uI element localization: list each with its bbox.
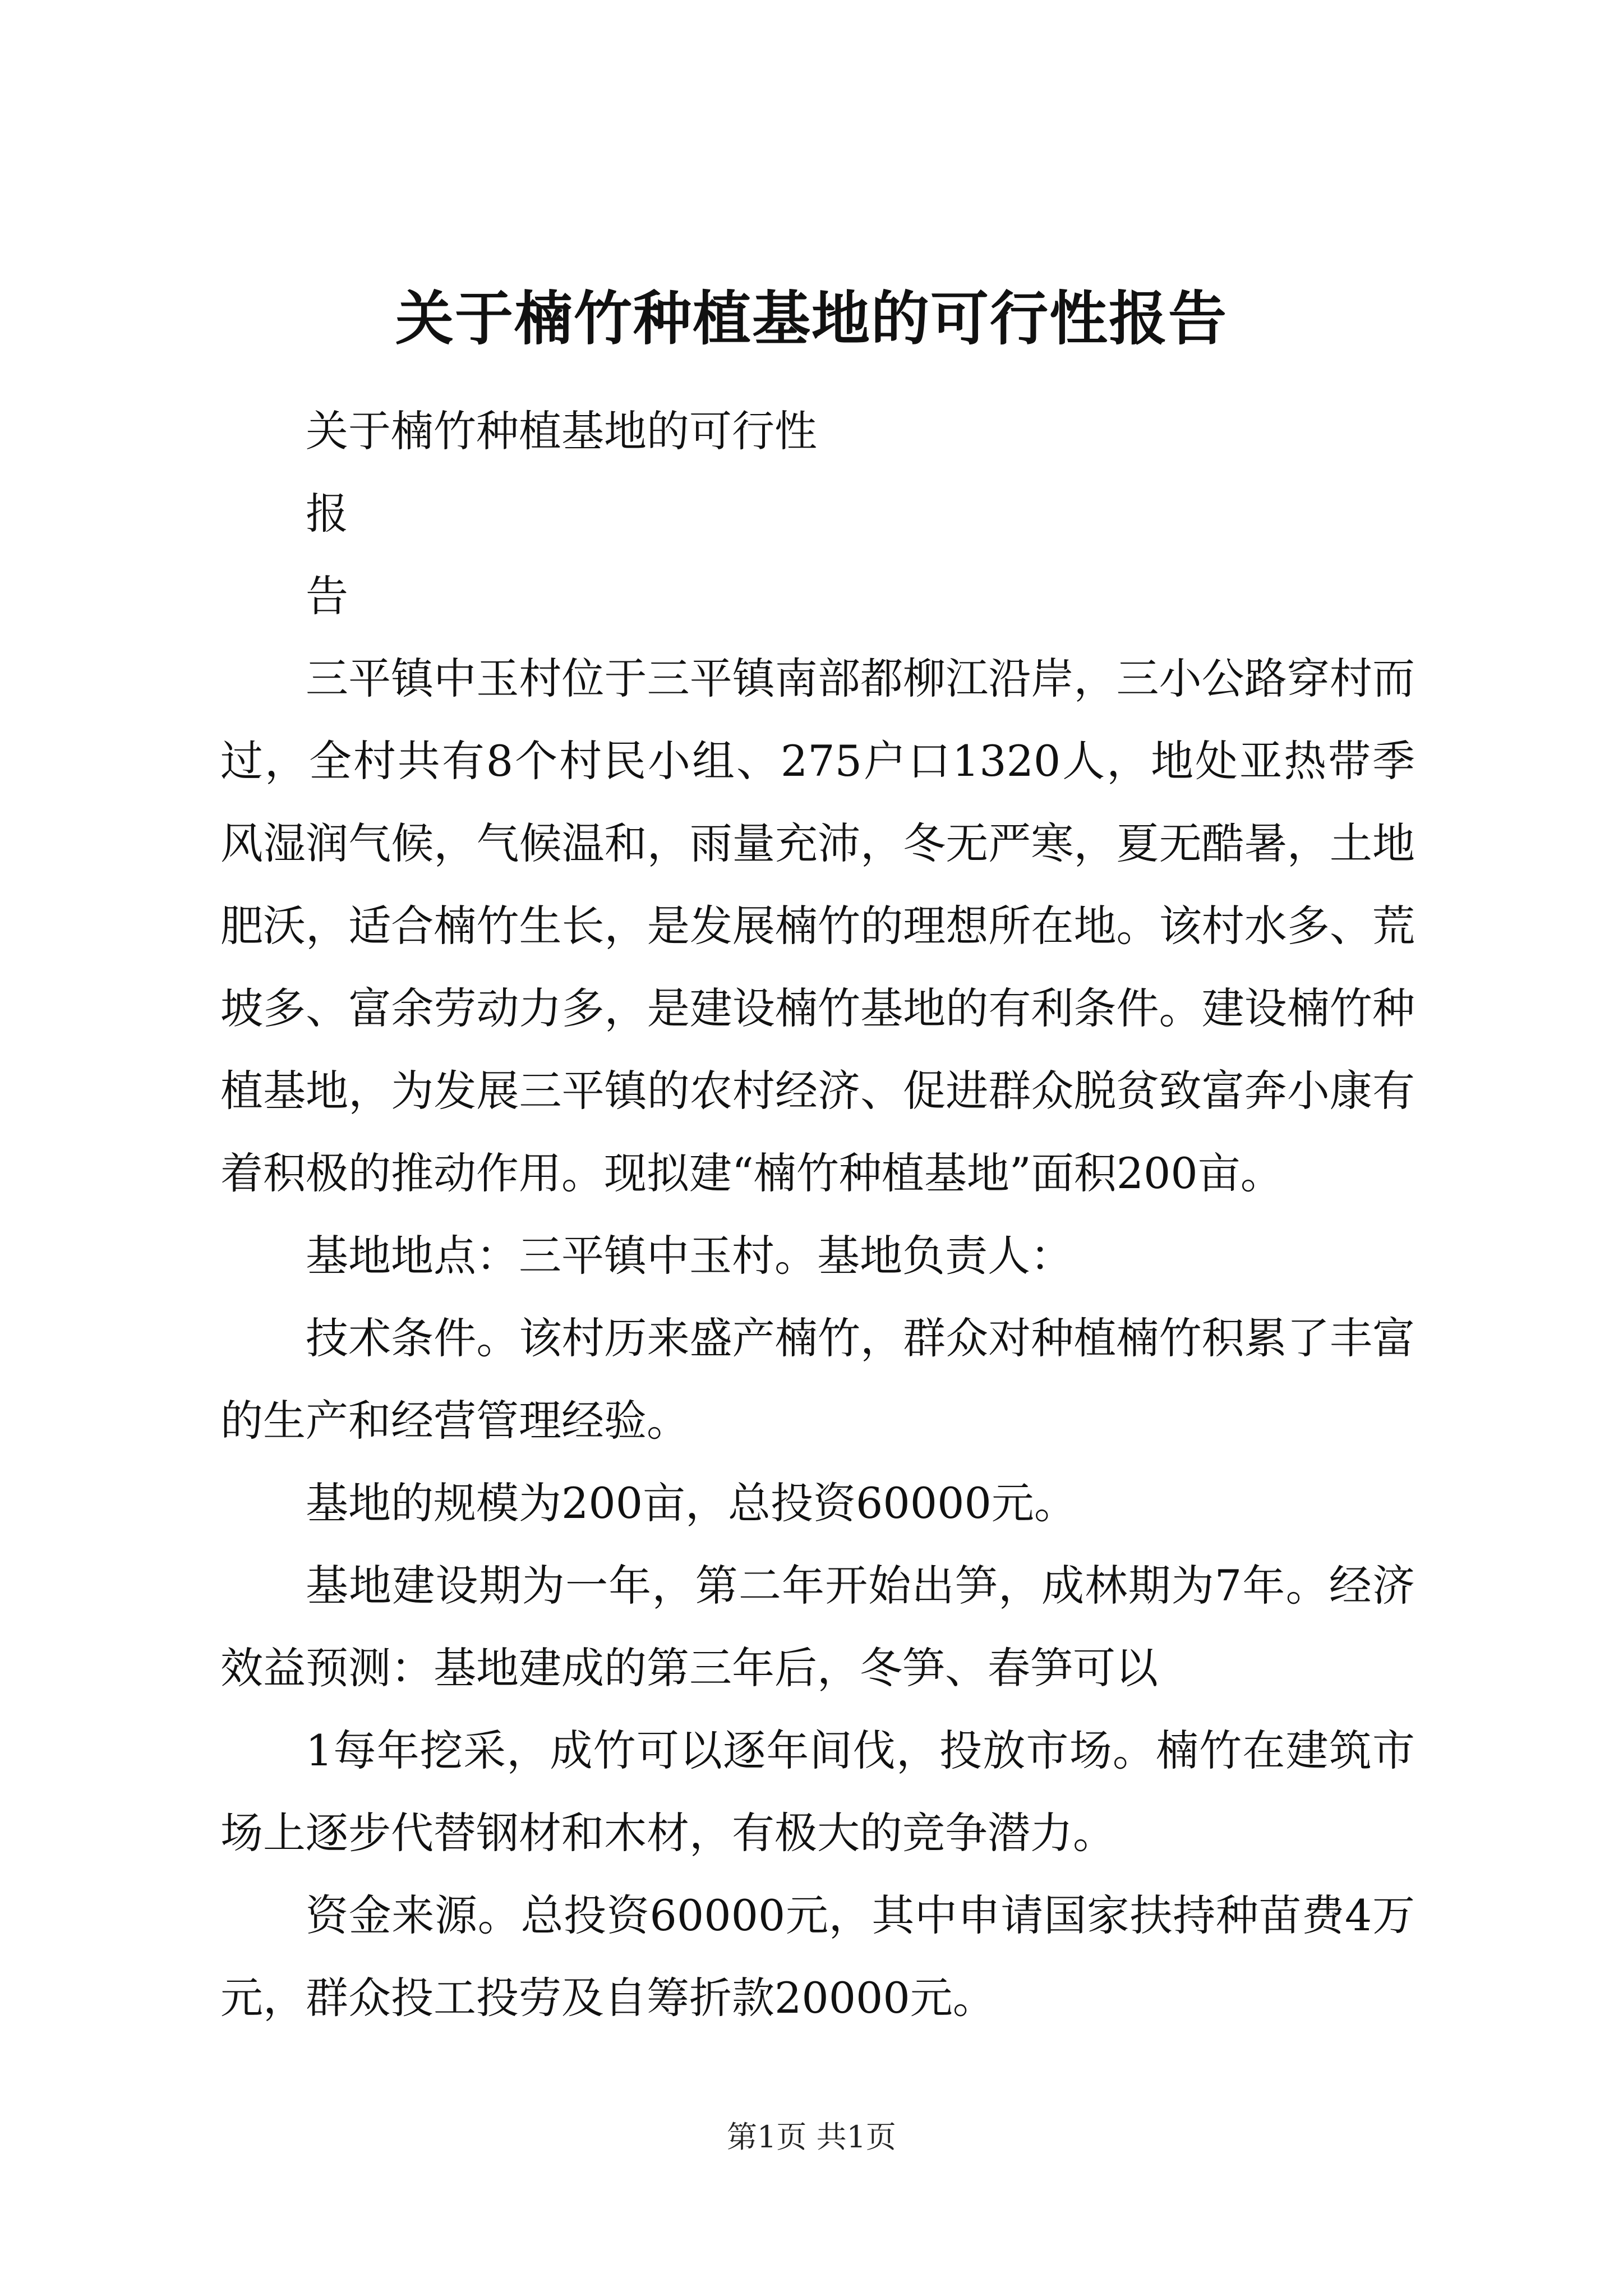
page-footer: 第1页 共1页 [727,2119,896,2155]
document-body [220,390,1415,2039]
paragraph-location: 基地地点：三平镇中玉村。基地负责人： [306,1231,1073,1281]
paragraph-scale: 基地的规模为200亩，总投资60000元。 [306,1478,1077,1528]
paragraph-overview: 三平镇中玉村位于三平镇南部都柳江沿岸，三小公路穿村而过，全村共有8个村民小组、275户口1320人，地处亚热带季风湿润气候，气候温和，雨量充沛，冬无严寒，夏无酷暑，土地肥沃，适合楠竹生长，是发展楠竹的理想所在地。该村水多、荒坡多、富余劳动力多，是建设楠竹基地的有利条件。建设楠竹种植基地，为发展三平镇的农村经济、促进群众脱贫致富奔小康有着积极的推动作用。现拟建“楠竹种植基地”面积200亩。 [220,654,1415,1198]
paragraph-technical: 技术条件。该村历来盛产楠竹，群众对种植楠竹积累了丰富的生产和经营管理经验。 [220,1313,1415,1446]
paragraph-funding: 资金来源。总投资60000元，其中申请国家扶持种苗费4万元，群众投工投劳及自筹折款20000元。 [220,1890,1415,2023]
paragraph-subtitle: 关于楠竹种植基地的可行性 [306,406,817,456]
paragraph-harvest: 1每年挖采，成竹可以逐年间伐，投放市场。楠竹在建筑市场上逐步代替钢材和木材，有极大的竞争潜力。 [220,1726,1415,1858]
paragraph-period: 基地建设期为一年，第二年开始出笋，成林期为7年。经济效益预测：基地建成的第三年后，冬笋、春笋可以 [220,1561,1415,1693]
paragraph-gao: 告 [306,571,348,621]
document-title: 关于楠竹种植基地的可行性报告 [395,284,1228,353]
paragraph-bao: 报 [306,489,348,539]
